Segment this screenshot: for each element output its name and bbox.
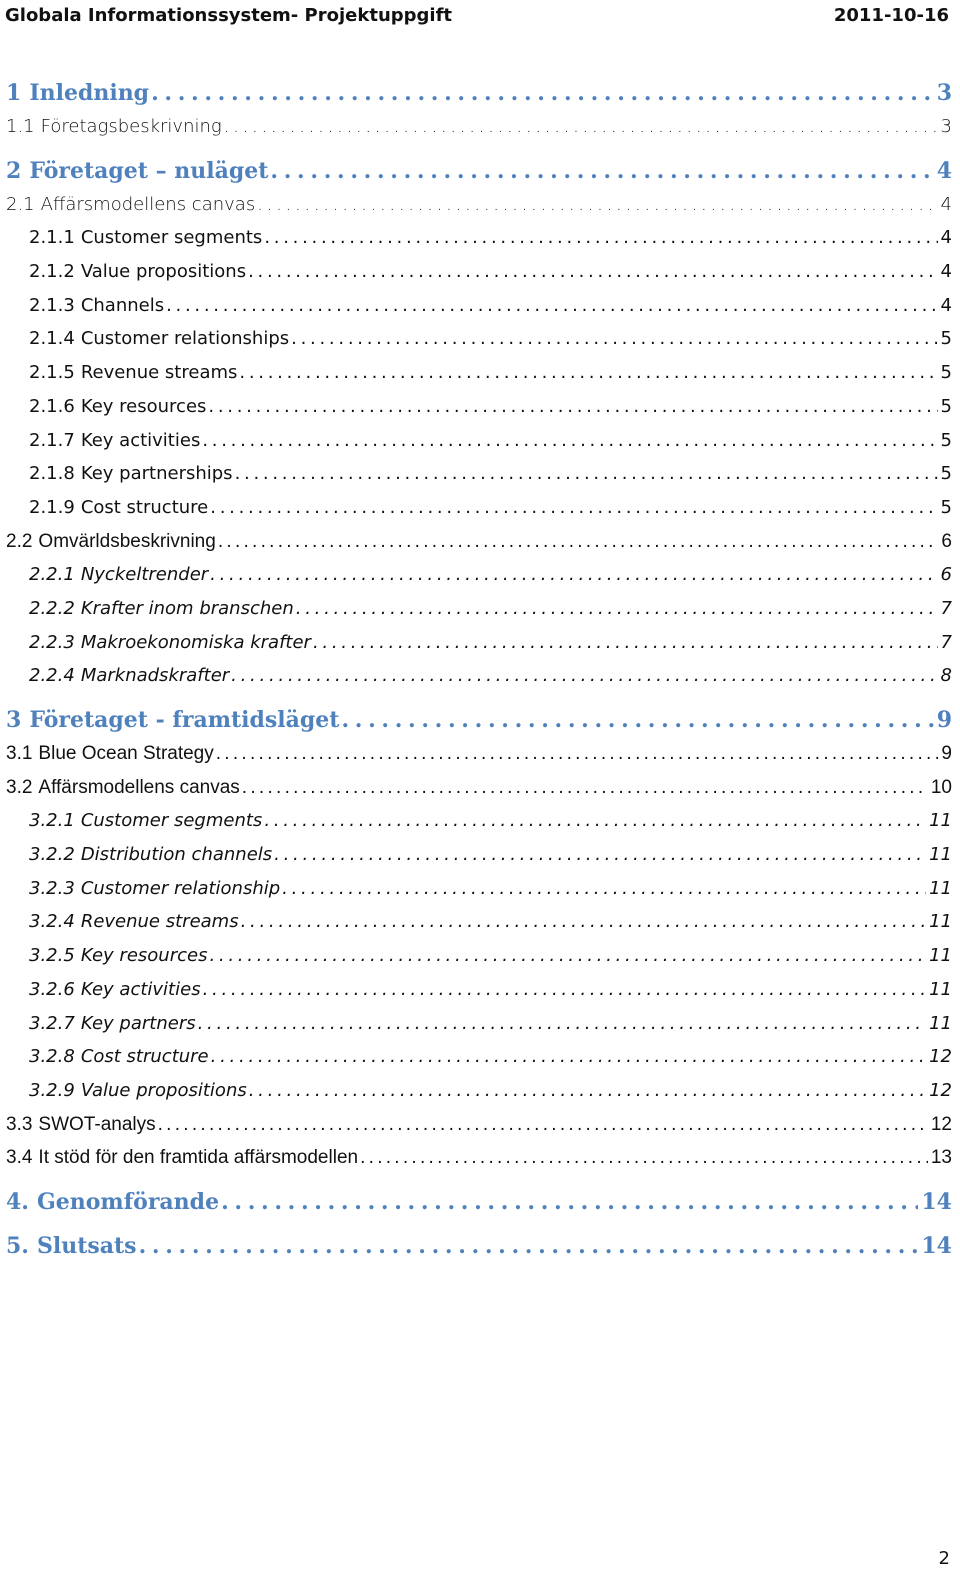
toc-entry-number: 2.1.2 bbox=[29, 261, 75, 283]
toc-entry-page: 7 bbox=[940, 631, 952, 653]
toc-entry[interactable] bbox=[6, 771, 952, 805]
toc-entry[interactable] bbox=[6, 1074, 952, 1108]
toc-entry-page: 4 bbox=[940, 227, 952, 249]
toc-entry-number: 3 bbox=[6, 707, 22, 733]
toc-dot-leader bbox=[313, 626, 938, 660]
toc-dot-leader bbox=[218, 525, 939, 559]
document-title: Globala Informationssystem- Projektuppgift bbox=[5, 4, 453, 26]
toc-entry-page: 4 bbox=[940, 193, 952, 215]
toc-entry-title: Key activities bbox=[80, 978, 201, 1000]
toc-entry-number: 2.2.2 bbox=[29, 597, 75, 619]
toc-dot-leader bbox=[282, 872, 926, 906]
toc-entry-title: Key resources bbox=[80, 395, 207, 417]
toc-entry[interactable] bbox=[6, 424, 952, 458]
toc-entry-number: 2.1.1 bbox=[29, 227, 75, 249]
toc-entry[interactable] bbox=[6, 1141, 952, 1175]
toc-entry-title: Value propositions bbox=[80, 1079, 247, 1101]
toc-dot-leader bbox=[270, 154, 933, 188]
toc-entry[interactable] bbox=[6, 110, 952, 144]
toc-entry-title: Key activities bbox=[80, 429, 201, 451]
toc-entry-page: 12 bbox=[929, 1079, 952, 1101]
toc-entry-title: Revenue streams bbox=[80, 362, 238, 384]
toc-entry-title: It stöd för den framtida affärsmodellen bbox=[38, 1147, 359, 1169]
toc-entry-title: Key partners bbox=[80, 1012, 196, 1034]
document-date: 2011-10-16 bbox=[833, 4, 949, 26]
table-of-contents bbox=[6, 76, 952, 1263]
toc-dot-leader bbox=[198, 1007, 926, 1041]
toc-entry-title: SWOT-analys bbox=[38, 1113, 156, 1135]
toc-entry-number: 2 bbox=[6, 157, 22, 184]
toc-entry[interactable] bbox=[6, 76, 952, 110]
toc-dot-leader bbox=[211, 1040, 926, 1074]
toc-entry-title: Channels bbox=[80, 294, 165, 316]
toc-entry-page: 5 bbox=[940, 496, 952, 518]
toc-entry[interactable] bbox=[6, 1185, 952, 1219]
toc-entry-number: 3.1 bbox=[6, 743, 33, 764]
toc-entry[interactable] bbox=[6, 1229, 952, 1263]
toc-entry-title: Cost structure bbox=[80, 1046, 209, 1068]
toc-entry-number: 2.1.7 bbox=[29, 429, 75, 451]
toc-entry-page: 5 bbox=[940, 362, 952, 384]
toc-entry-title: Customer segments bbox=[80, 227, 263, 249]
toc-entry-title: Revenue streams bbox=[80, 911, 239, 933]
toc-entry-number: 2.2.3 bbox=[29, 631, 75, 653]
toc-dot-leader bbox=[248, 255, 937, 289]
toc-entry-title: Distribution channels bbox=[80, 844, 273, 866]
toc-dot-leader bbox=[291, 322, 937, 356]
toc-entry-page: 10 bbox=[930, 776, 952, 798]
toc-entry[interactable] bbox=[6, 491, 952, 525]
toc-entry-title: Customer relationship bbox=[80, 877, 281, 899]
toc-entry[interactable] bbox=[6, 255, 952, 289]
toc-dot-leader bbox=[296, 592, 938, 626]
toc-entry-page: 4 bbox=[940, 261, 952, 283]
toc-entry-title: Inledning bbox=[29, 80, 150, 106]
toc-dot-leader bbox=[202, 424, 937, 458]
toc-dot-leader bbox=[249, 1074, 926, 1108]
toc-entry-page: 11 bbox=[929, 877, 952, 899]
toc-entry[interactable] bbox=[6, 703, 952, 737]
toc-entry[interactable] bbox=[6, 154, 952, 188]
toc-dot-leader bbox=[264, 221, 937, 255]
toc-entry-title: Key partnerships bbox=[80, 463, 233, 485]
toc-dot-leader bbox=[264, 804, 926, 838]
toc-entry-page: 3 bbox=[936, 80, 952, 106]
toc-entry-title: Customer relationships bbox=[80, 328, 290, 350]
toc-entry[interactable] bbox=[6, 221, 952, 255]
toc-entry-title: Key resources bbox=[80, 945, 208, 967]
toc-entry[interactable] bbox=[6, 592, 952, 626]
toc-entry-number: 5. bbox=[6, 1232, 29, 1259]
toc-entry-number: 3.2.1 bbox=[29, 810, 75, 832]
toc-entry-title: Affärsmodellens canvas bbox=[38, 776, 240, 798]
toc-dot-leader bbox=[139, 1229, 919, 1263]
toc-dot-leader bbox=[203, 973, 927, 1007]
toc-entry-number: 3.2.4 bbox=[29, 911, 75, 933]
toc-dot-leader bbox=[221, 1185, 918, 1219]
toc-entry-page: 7 bbox=[940, 597, 952, 619]
toc-entry-title: Marknadskrafter bbox=[80, 665, 230, 687]
toc-entry-number: 2.1.8 bbox=[29, 463, 75, 485]
toc-entry-number: 2.2.4 bbox=[29, 665, 75, 687]
toc-entry-page: 11 bbox=[929, 844, 952, 866]
toc-entry-number: 1 bbox=[6, 80, 22, 106]
toc-entry-number: 3.2.3 bbox=[29, 877, 75, 899]
toc-entry-number: 2.2.1 bbox=[29, 564, 75, 586]
toc-entry-number: 3.2.8 bbox=[29, 1046, 75, 1068]
toc-entry-number: 1.1 bbox=[6, 116, 35, 137]
toc-dot-leader bbox=[242, 771, 928, 805]
toc-entry-page: 5 bbox=[940, 429, 952, 451]
toc-dot-leader bbox=[210, 558, 937, 592]
toc-entry-title: Slutsats bbox=[36, 1232, 137, 1259]
toc-entry-number: 2.1.3 bbox=[29, 294, 75, 316]
toc-dot-leader bbox=[151, 76, 934, 110]
toc-entry[interactable] bbox=[6, 457, 952, 491]
toc-entry-number: 2.2 bbox=[6, 530, 33, 552]
toc-entry-number: 3.2.2 bbox=[29, 844, 75, 866]
toc-entry-number: 3.3 bbox=[6, 1113, 33, 1135]
toc-entry[interactable] bbox=[6, 1040, 952, 1074]
toc-entry[interactable] bbox=[6, 659, 952, 693]
toc-entry-page: 11 bbox=[929, 911, 952, 933]
toc-entry-title: Genomförande bbox=[36, 1188, 220, 1215]
toc-entry-number: 3.2.7 bbox=[29, 1012, 75, 1034]
toc-dot-leader bbox=[257, 188, 937, 222]
toc-dot-leader bbox=[208, 390, 937, 424]
toc-entry-page: 5 bbox=[940, 395, 952, 417]
toc-dot-leader bbox=[216, 737, 939, 771]
toc-entry[interactable] bbox=[6, 626, 952, 660]
toc-dot-leader bbox=[224, 110, 938, 144]
toc-dot-leader bbox=[360, 1141, 928, 1175]
toc-entry-number: 3.2 bbox=[6, 776, 33, 798]
toc-entry-page: 5 bbox=[940, 328, 952, 350]
toc-entry-title: Makroekonomiska krafter bbox=[80, 631, 311, 653]
toc-dot-leader bbox=[241, 905, 927, 939]
toc-dot-leader bbox=[231, 659, 937, 693]
toc-entry[interactable] bbox=[6, 525, 952, 559]
toc-entry-number: 2.1 bbox=[6, 193, 35, 215]
toc-entry-title: Företagsbeskrivning bbox=[40, 116, 222, 137]
toc-dot-leader bbox=[166, 289, 937, 323]
toc-entry-title: Cost structure bbox=[80, 496, 209, 518]
toc-entry-title: Omvärldsbeskrivning bbox=[38, 530, 216, 552]
toc-entry-page: 11 bbox=[929, 978, 952, 1000]
toc-entry[interactable] bbox=[6, 1108, 952, 1142]
toc-entry[interactable] bbox=[6, 356, 952, 390]
toc-entry-number: 2.1.5 bbox=[29, 362, 75, 384]
toc-entry-page: 11 bbox=[929, 1012, 952, 1034]
toc-entry-number: 3.2.5 bbox=[29, 945, 75, 967]
toc-entry-title: Value propositions bbox=[80, 261, 247, 283]
toc-entry-number: 2.1.6 bbox=[29, 395, 75, 417]
toc-entry[interactable] bbox=[6, 322, 952, 356]
toc-entry[interactable] bbox=[6, 558, 952, 592]
toc-entry-page: 5 bbox=[940, 463, 952, 485]
toc-entry-title: Affärsmodellens canvas bbox=[40, 193, 256, 215]
toc-entry-title: Customer segments bbox=[80, 810, 263, 832]
toc-dot-leader bbox=[158, 1108, 928, 1142]
page-number: 2 bbox=[938, 1548, 950, 1569]
toc-entry[interactable] bbox=[6, 737, 952, 771]
toc-entry[interactable] bbox=[6, 1007, 952, 1041]
toc-entry-number: 3.2.6 bbox=[29, 978, 75, 1000]
toc-entry-page: 14 bbox=[921, 1188, 952, 1215]
toc-dot-leader bbox=[235, 457, 938, 491]
toc-entry-page: 8 bbox=[940, 665, 952, 687]
toc-entry-page: 4 bbox=[940, 294, 952, 316]
toc-entry-page: 13 bbox=[930, 1147, 952, 1169]
toc-entry[interactable] bbox=[6, 939, 952, 973]
toc-entry-page: 6 bbox=[940, 564, 952, 586]
toc-dot-leader bbox=[274, 838, 926, 872]
toc-entry[interactable] bbox=[6, 905, 952, 939]
toc-dot-leader bbox=[239, 356, 937, 390]
toc-entry[interactable] bbox=[6, 973, 952, 1007]
toc-entry[interactable] bbox=[6, 188, 952, 222]
toc-dot-leader bbox=[209, 939, 926, 973]
toc-entry-page: 9 bbox=[941, 743, 952, 764]
toc-entry-title: Företaget - framtidsläget bbox=[29, 707, 340, 733]
toc-entry-page: 9 bbox=[936, 707, 952, 733]
toc-entry-page: 12 bbox=[929, 1046, 952, 1068]
toc-entry[interactable] bbox=[6, 872, 952, 906]
toc-entry-number: 4. bbox=[6, 1188, 29, 1215]
toc-entry-page: 6 bbox=[941, 530, 952, 552]
toc-entry-page: 14 bbox=[921, 1232, 952, 1259]
toc-entry[interactable] bbox=[6, 390, 952, 424]
toc-entry-title: Företaget – nuläget bbox=[29, 157, 269, 184]
toc-entry-page: 12 bbox=[930, 1113, 952, 1135]
toc-entry-number: 3.4 bbox=[6, 1147, 33, 1169]
page-header bbox=[5, 0, 949, 30]
toc-entry-page: 4 bbox=[936, 157, 952, 184]
toc-entry-page: 11 bbox=[929, 945, 952, 967]
toc-entry[interactable] bbox=[6, 804, 952, 838]
toc-dot-leader bbox=[341, 703, 933, 737]
toc-entry-number: 3.2.9 bbox=[29, 1079, 75, 1101]
toc-entry-page: 11 bbox=[929, 810, 952, 832]
toc-dot-leader bbox=[210, 491, 937, 525]
toc-entry-number: 2.1.4 bbox=[29, 328, 75, 350]
toc-entry-title: Krafter inom branschen bbox=[80, 597, 294, 619]
toc-entry-page: 3 bbox=[940, 116, 952, 137]
toc-entry-title: Nyckeltrender bbox=[80, 564, 209, 586]
toc-entry-title: Blue Ocean Strategy bbox=[38, 743, 214, 764]
toc-entry[interactable] bbox=[6, 838, 952, 872]
toc-entry[interactable] bbox=[6, 289, 952, 323]
toc-entry-number: 2.1.9 bbox=[29, 496, 75, 518]
